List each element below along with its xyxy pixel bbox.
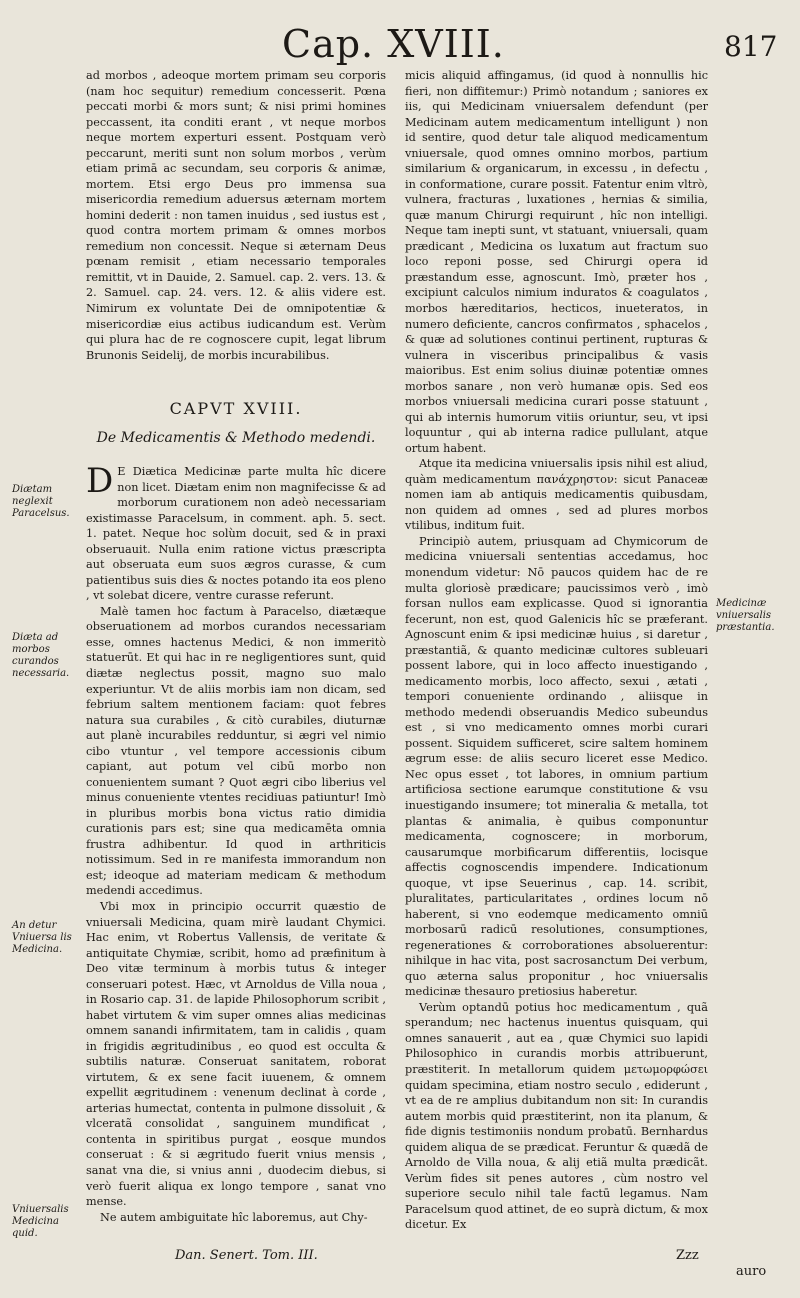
margin-note-universal-excellence: Medicinæ vniuersalis præstantia. bbox=[716, 598, 775, 633]
left-paragraph-2-text: E Diætica Medicinæ parte multa hîc dicere non licet. Diætam enim non magnifecisse & ad morborum curationem non adeò necessariam existimasse Paracelsum, in comment. aph. 5. sect. 1. patet. Neque hoc solùm docuit, sed & in praxi obseruauit. Nulla enim ratione victus præscripta aut obseruata eum suos ægros curasse, & cum patientibus suis dies & noctes potando ita eos pleno , vt solebat dicere, ventre curasse referunt. bbox=[86, 465, 386, 603]
left-paragraph-1: ad morbos , adeoque mortem primam seu corporis (nam hoc sequitur) remedium concesserit. Pœna peccati morbi & mors sunt; & nisi primi homines peccassent, ita conditi erant , vt neque morbos neque mortem experturi essent. Postquam verò peccarunt, meriti sunt non solum morbos , verùm etiam primā ac secundam, seu corporis & animæ, mortem. Etsi ergo Deus pro immensa sua misericordia remedium aduersus æternam mortem homini dederit : non tamen inuidus , sed iustus est , quod contra mortem primam & omnes morbos remedium non concessit. Neque si æternam Deus pœnam remisit , etiam necessario temporales remittit, vt in Dauide, 2. Samuel. cap. 2. vers. 13. & 2. Samuel. cap. 24. vers. 12. & aliis videre est. Nimirum ex voluntate Dei de omnipotentiæ & misericordiæ eius actibus iudicandum est. Verùm qui plura hac de re cognoscere cupit, legat librum Brunonis Seidelij, de morbis incurabilibus. bbox=[86, 69, 386, 362]
drop-cap: D bbox=[86, 461, 114, 502]
right-paragraph-1: micis aliquid affingamus, (id quod à nonnullis hic fieri, non diffitemur:) Primò notandum ; saniores ex iis, qui Medicinam vniuersalem defendunt (per Medicinam autem medicamentum intelligunt ) non id sentire, quod detur tale aliquod medicamentum vniuersale, quod omnes omnino morbos, partium similarium & organicarum, in excessu , in defectu , in conformatione, curare possit. Fatentur enim vltrò, vulnera, fracturas , luxationes , hernias & similia, quæ manum Chirurgi requirunt , hîc non intelligi. Neque tam inepti sunt, vt statuant, vniuersali, quam prædicant , Medicina os luxatum aut fractum suo loco reponi posse, sed Chirurgi opera id præstandum esse, agnoscunt. Imò, præter hos , excipiunt calculos nimium induratos & coagulatos , morbos hæreditarios, hecticos, inueteratos, in numero deficiente, cancros confirmatos , sphacelos , & quæ ad solutiones continui pertinent, rupturas & vulnera in visceribus principalibus & vasis maioribus. Est enim solius diuinæ potentiæ omnes morbos sanare , non verò humanæ opis. Sed eos morbos vniuersali medicina curari posse statuunt , qui ab internis humorum vitiis oriuntur, seu, vt ipsi loquuntur , qui ab interna radice pullulant, atque ortum habent. bbox=[405, 69, 708, 455]
left-paragraph-4: Vbi mox in principio occurrit quæstio de vniuersali Medicina, quam mirè laudant Chymici. Hac enim, vt Robertus Vallensis, de veritate & antiquitate Chymiæ, scribit, homo ad præfinitum à Deo vitæ terminum à morbis tutus & integer conseruari potest. Hæc, vt Arnoldus de Villa noua , in Rosario cap. 31. de lapide Philosophorum scribit , habet virtutem & vim super omnes alias medicinas omnem sanandi infirmitatem, tam in calidis , quam in frigidis ægritudinibus , eo quod est occulta & subtilis naturæ. Conseruat sanitatem, roborat virtutem, & ex sene facit iuuenem, & omnem expellit ægritudinem : venenum declinat à corde , arterias humectat, contenta in pulmone dissoluit , & vlceratã consolidat , sanguinem mundificat , contenta in spiritibus purgat , eosque mundos conseruat : & si ægritudo fuerit vnius mensis , sanat vna die, si vnius anni , duodecim diebus, si verò fuerit aliqua ex longo tempore , sanat vno mense. bbox=[86, 899, 386, 1209]
right-paragraph-3: Principiò autem, priusquam ad Chymicorum de medicina vniuersali sententias accedamus, hoc monendum videtur: Nō paucos quidem hac de re multa gloriosè prædicare; paucissimos verò , imò forsan nullos eam explicasse. Quod si ignorantia fecerunt, non est, quod Galenicis hîc se præferant. Agnoscunt enim & ipsi medicinæ huius , si daretur , præstantiã, & quanto medicinæ cultores subleuari possent labore, qui in loco affecto inuestigando , medicamento morbis, loco affecto, sexui , ætati , tempori conueniente ordinando , aliisque in methodo medendi obseruandis Medico subeundus est , si vno medicamento omnes morbi curari possent. Siquidem sufficeret, scire saltem hominem ægrum esse: de aliis securo liceret esse Medico. Nec opus esset , tot labores, in omnium partium artificiosa sectione earumque constitutione & vsu inuestigando insumere; tot mineralia & metalla, tot plantas & animalia, è quibus componuntur medicamenta, cognoscere; in morborum, causarumque morbificarum differentiis, locisque affectis cognoscendis impendere. Indicationum quoque, vt ipse Seuerinus , cap. 14. scribit, pluralitates, particularitates , ordines locum nō haberent, si vno eodemque medicamento omniū morbosarū radicū resolutiones, consumptiones, regenerationes & corroborationes absoluerentur: nihilque in hac vita, post sacrosanctum Dei verbum, quo æterna salus proponitur , hoc vniuersalis medicinæ thesauro pretiosius haberetur. bbox=[405, 534, 708, 999]
footer-signature: Dan. Senert. Tom. III. bbox=[175, 1248, 318, 1263]
margin-note-universal-what: Vniuersalis Medicina quid. bbox=[12, 1204, 69, 1239]
page-title: Cap. XVIII. bbox=[282, 22, 505, 66]
page-number: 817 bbox=[724, 30, 778, 63]
right-column bbox=[405, 68, 708, 1233]
margin-note-diet-neglected: Diætam neglexit Paracelsus. bbox=[12, 484, 70, 519]
right-paragraph-2: Atque ita medicina vniuersalis ipsis nihil est aliud, quàm medicamentum πανάχρηστον: sicut Panaceæ nomen iam ab antiquis medicamentis quibusdam, non quidem ad omnes , sed ad plures morbos vtilibus, inditum fuit. bbox=[405, 457, 708, 533]
right-paragraph-4: Verùm optandū potius hoc medicamentum , quã sperandum; nec hactenus inuentus quisquam, qui omnes sanauerit , aut ea , quæ Chymici suo lapidi Philosophico in curandis morbis attribuerunt, præstiterit. In metallorum quidem μετωμορφώσει quidam specimina, etiam nostro seculo , ediderunt , vt ea de re amplius dubitandum non sit: In curandis autem morbis quid præstiterint, non ita planum, & fide dignis testimoniis nondum probatū. Bernhardus quidem aliqua de se prædicat. Feruntur & quædã de Arnoldo de Villa noua, & alij etiã multa prædicãt. Verùm fides sit penes autores , cùm nostro vel superiore seculo nihil tale factū legamus. Nam Paracelsum quod attinet, de eo suprà dictum, & mox dicetur. Ex bbox=[405, 1000, 708, 1232]
left-paragraph-3: Malè tamen hoc factum à Paracelso, diætæque obseruationem ad morbos curandos necessariam esse, omnes hactenus Medici, & non immeritò statuerūt. Et qui hac in re negligentiores sunt, quid diætæ neglectus possit, magno suo malo experiuntur. Vt de aliis morbis iam non dicam, sed febrium saltem mentionem faciam: quot febres natura sua curabiles , & citò curabiles, diuturnæ aut planè incurabiles redduntur, si ægri vel nimio cibo vtuntur , vel tempore accessionis cibum capiant, aut potum vel cibū morbo non conuenientem sumant ? Quot ægri cibo liberius vel minus conueniente vtentes recidiuas patiuntur! Imò in pluribus morbis bona victus ratio dimidia curationis pars est; sine qua medicamēta omnia frustra adhibentur. Id quod in arthriticis notissimum. Sed in re manifesta immorandum non est; ideoque ad materiam medicam & methodum medendi accedimus. bbox=[86, 604, 386, 898]
footer-sheet-mark: Zzz bbox=[676, 1248, 699, 1263]
margin-note-universal-medicine: An detur Vniuersa lis Medicina. bbox=[12, 920, 72, 955]
margin-note-diet-necessary: Diæta ad morbos curandos necessaria. bbox=[12, 632, 70, 679]
left-paragraph-5: Ne autem ambiguitate hîc laboremus, aut Chy- bbox=[100, 1210, 368, 1224]
chapter-subtitle: De Medicamentis & Methodo medendi. bbox=[96, 430, 376, 447]
footer-catchword: auro bbox=[736, 1264, 767, 1279]
left-column bbox=[86, 68, 386, 1225]
left-paragraph-2 bbox=[86, 461, 386, 604]
chapter-heading: CAPVT XVIII. bbox=[169, 399, 303, 419]
